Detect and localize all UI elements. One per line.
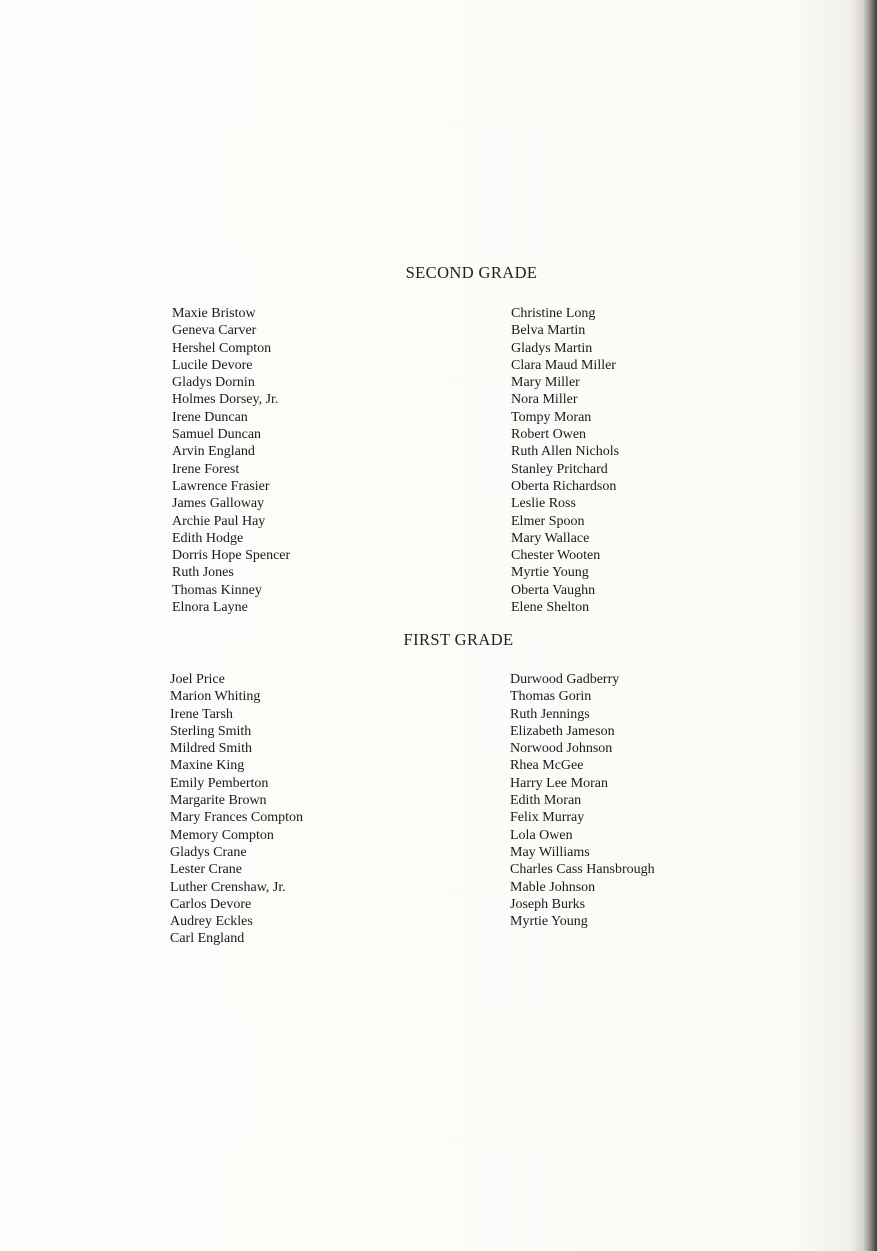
student-name: Carlos Devore <box>170 896 252 912</box>
first-grade-heading: FIRST GRADE <box>403 630 514 649</box>
student-name: Oberta Vaughn <box>511 582 596 598</box>
student-name: Lester Crane <box>170 862 242 878</box>
student-name: Maxine King <box>170 758 245 774</box>
student-name: James Galloway <box>172 496 265 512</box>
student-name: Geneva Carver <box>172 323 257 339</box>
first-grade-right-list <box>510 671 655 930</box>
student-name: Robert Owen <box>511 427 587 443</box>
second-grade-heading: SECOND GRADE <box>405 263 538 282</box>
student-name: Ruth Jennings <box>510 706 590 722</box>
student-name: Sterling Smith <box>170 723 252 739</box>
student-name: Irene Duncan <box>172 409 248 425</box>
student-name: Myrtie Young <box>510 914 588 930</box>
student-name: Harry Lee Moran <box>510 775 608 791</box>
student-name: Irene Tarsh <box>170 706 233 722</box>
student-name: Mary Frances Compton <box>170 810 303 826</box>
student-name: Charles Cass Hansbrough <box>510 862 655 878</box>
student-name: Rhea McGee <box>510 758 584 774</box>
first-grade-left-list <box>170 671 303 948</box>
student-name: Joel Price <box>170 672 225 687</box>
student-name: Mable Johnson <box>510 879 596 895</box>
student-name: Leslie Ross <box>511 496 576 512</box>
student-name: Mary Wallace <box>511 530 590 546</box>
student-name: Margarite Brown <box>170 793 267 809</box>
student-name: May Williams <box>510 844 590 860</box>
second-grade-right-list <box>511 305 619 616</box>
student-name: Norwood Johnson <box>510 741 613 757</box>
student-name: Myrtie Young <box>511 565 589 581</box>
student-name: Belva Martin <box>511 323 586 339</box>
student-name: Mary Miller <box>511 375 580 391</box>
student-name: Gladys Dornin <box>172 375 255 391</box>
student-name: Marion Whiting <box>170 689 261 705</box>
student-name: Lucile Devore <box>172 357 253 373</box>
student-name: Archie Paul Hay <box>172 513 266 529</box>
student-name: Elene Shelton <box>511 600 590 616</box>
student-name: Tompy Moran <box>511 409 592 425</box>
student-name: Felix Murray <box>510 810 585 826</box>
student-name: Ruth Allen Nichols <box>511 444 620 460</box>
student-name: Durwood Gadberry <box>510 672 620 687</box>
student-name: Arvin England <box>172 444 255 460</box>
student-name: Dorris Hope Spencer <box>172 548 291 564</box>
student-name: Thomas Kinney <box>172 582 262 598</box>
student-name: Emily Pemberton <box>170 775 269 791</box>
student-name: Edith Hodge <box>172 530 244 546</box>
page-edge-shadow <box>863 0 877 1251</box>
student-name: Carl England <box>170 931 245 947</box>
student-name: Lawrence Frasier <box>172 478 270 494</box>
student-name: Elmer Spoon <box>511 513 585 529</box>
student-name: Christine Long <box>511 306 596 321</box>
student-name: Audrey Eckles <box>170 914 253 930</box>
student-name: Oberta Richardson <box>511 478 617 494</box>
student-name: Ruth Jones <box>172 565 234 581</box>
student-name: Holmes Dorsey, Jr. <box>172 392 279 408</box>
student-name: Clara Maud Miller <box>511 357 616 373</box>
student-name: Maxie Bristow <box>172 306 256 321</box>
student-name: Chester Wooten <box>511 548 601 564</box>
student-name: Irene Forest <box>172 461 240 477</box>
student-name: Nora Miller <box>511 392 578 408</box>
student-name: Gladys Martin <box>511 340 593 356</box>
student-name: Hershel Compton <box>172 340 272 356</box>
student-name: Thomas Gorin <box>510 689 592 705</box>
second-grade-left-list <box>172 305 290 616</box>
student-name: Elnora Layne <box>172 600 248 616</box>
student-name: Samuel Duncan <box>172 427 262 443</box>
student-name: Stanley Pritchard <box>511 461 608 477</box>
student-name: Memory Compton <box>170 827 274 843</box>
student-name: Gladys Crane <box>170 844 247 860</box>
student-name: Lola Owen <box>510 827 573 843</box>
student-name: Edith Moran <box>510 793 582 809</box>
student-name: Joseph Burks <box>510 896 586 912</box>
student-name: Mildred Smith <box>170 741 253 757</box>
student-name: Elizabeth Jameson <box>510 723 615 739</box>
student-name: Luther Crenshaw, Jr. <box>170 879 286 895</box>
